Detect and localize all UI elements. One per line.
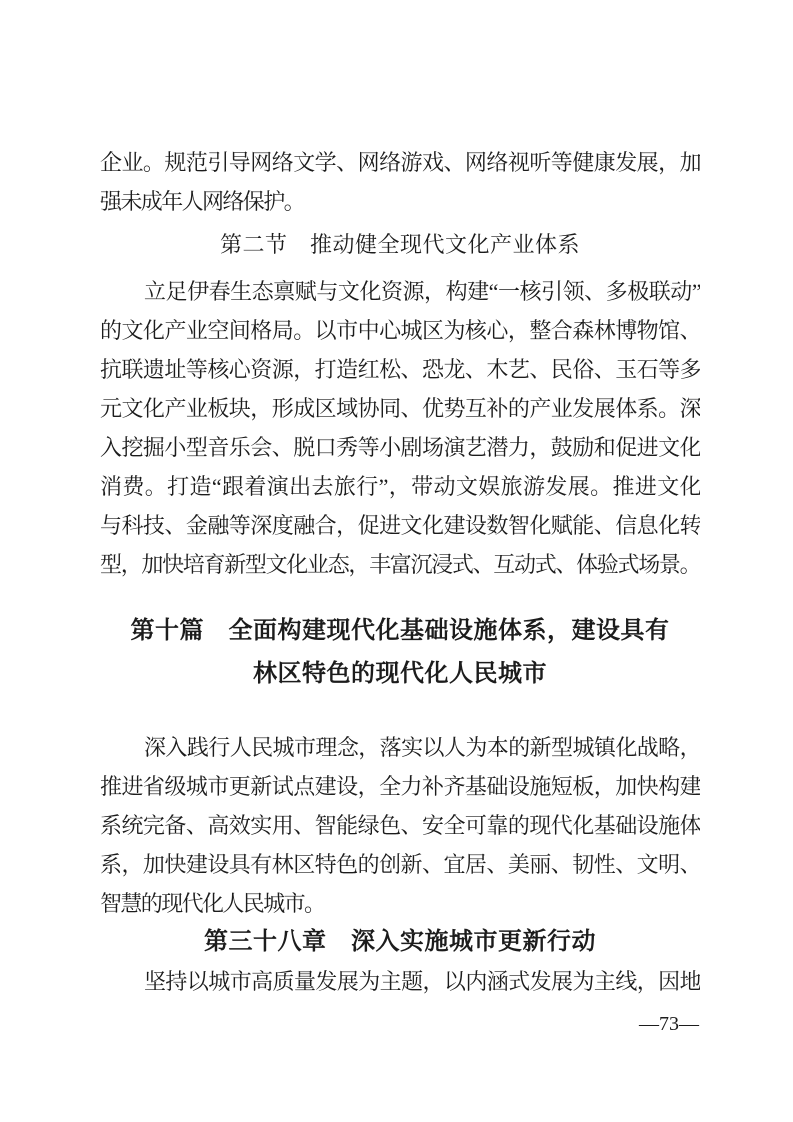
chapter-heading: 第三十八章 深入实施城市更新行动 bbox=[204, 929, 596, 955]
body-line: 深入践行人民城市理念，落实以人为本的新型城镇化战略， bbox=[144, 735, 700, 760]
part-heading-line-1: 第十篇 全面构建现代化基础设施体系，建设具有 bbox=[130, 617, 670, 644]
part-heading-line-2: 林区特色的现代化人民城市 bbox=[253, 660, 547, 687]
body-line: 与科技、金融等深度融合，促进文化建设数智化赋能、信息化转 bbox=[100, 513, 700, 538]
body-line: 入挖掘小型音乐会、脱口秀等小剧场演艺潜力，鼓励和促进文化 bbox=[100, 435, 700, 460]
body-line: 系，加快建设具有林区特色的创新、宜居、美丽、韧性、文明、 bbox=[100, 852, 700, 877]
paragraph-people-city bbox=[100, 728, 700, 923]
part-heading bbox=[100, 609, 700, 695]
body-line: 抗联遗址等核心资源，打造红松、恐龙、木艺、民俗、玉石等多 bbox=[100, 357, 700, 382]
body-line: 智慧的现代化人民城市。 bbox=[100, 891, 325, 916]
paragraph-network-continuation bbox=[100, 143, 700, 221]
body-line: 型，加快培育新型文化业态，丰富沉浸式、互动式、体验式场景。 bbox=[100, 552, 700, 577]
page-content bbox=[100, 143, 700, 1001]
body-line: 消费。打造“跟着演出去旅行”，带动文娱旅游发展。推进文化 bbox=[100, 474, 700, 499]
body-line: 推进省级城市更新试点建设，全力补齐基础设施短板，加快构建 bbox=[100, 774, 700, 799]
body-line: 企业。规范引导网络文学、网络游戏、网络视听等健康发展，加 bbox=[100, 150, 700, 175]
paragraph-culture-industry bbox=[100, 272, 700, 584]
section-heading: 第二节 推动健全现代文化产业体系 bbox=[219, 232, 580, 257]
body-line: 立足伊春生态禀赋与文化资源，构建“一核引领、多极联动” bbox=[144, 279, 700, 304]
body-line: 元文化产业板块，形成区域协同、优势互补的产业发展体系。深 bbox=[100, 396, 700, 421]
body-line: 系统完备、高效实用、智能绿色、安全可靠的现代化基础设施体 bbox=[100, 813, 700, 838]
body-line: 强未成年人网络保护。 bbox=[100, 189, 305, 214]
paragraph-urban-renewal bbox=[100, 962, 700, 1001]
body-line: 坚持以城市高质量发展为主题，以内涵式发展为主线，因地 bbox=[144, 969, 700, 994]
page-number: —73— bbox=[639, 1013, 699, 1035]
body-line: 的文化产业空间格局。以市中心城区为核心，整合森林博物馆、 bbox=[100, 318, 700, 343]
